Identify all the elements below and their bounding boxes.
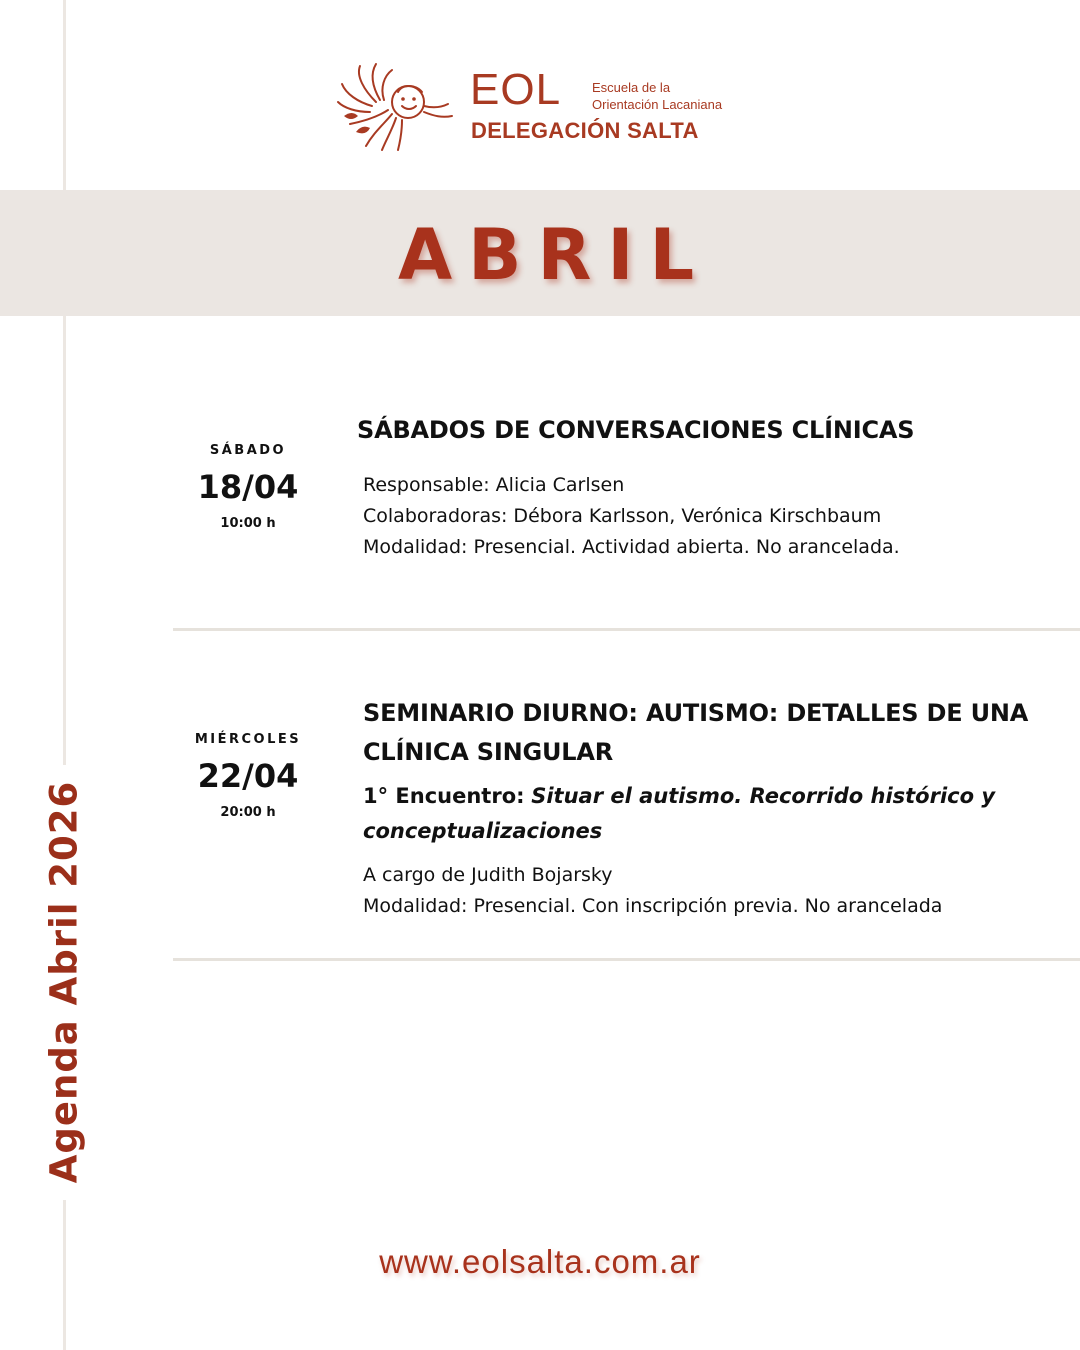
left-vertical-rule-top [63, 0, 66, 765]
event-2-session [363, 779, 1043, 849]
event-1-detail-line: Colaboradoras: Débora Karlsson, Verónica Kirschbaum [363, 505, 882, 527]
event-2-session-text: Situar el autismo. Recorrido histórico y conceptualizaciones [363, 784, 996, 843]
brand-name: EOL [470, 65, 562, 114]
event-2-detail-line: Modalidad: Presencial. Con inscripción previa. No arancelada [363, 895, 943, 917]
event-2-date: 22/04 [197, 757, 299, 795]
event-1-title: SÁBADOS DE CONVERSACIONES CLÍNICAS [357, 416, 915, 444]
event-2-session-label: 1° Encuentro: [363, 784, 525, 808]
event-1-day-of-week: SÁBADO [209, 443, 287, 458]
brand-delegation: DELEGACIÓN SALTA [471, 118, 699, 143]
event-divider [173, 958, 1080, 961]
event-1-date-block [168, 443, 328, 531]
event-1-details [363, 470, 900, 563]
event-2-detail-line: A cargo de Judith Bojarsky [363, 864, 613, 886]
brand-subtitle-line-1: Escuela de la [592, 80, 671, 95]
winged-figure-emblem-icon [336, 62, 454, 152]
event-1-time: 10:00 h [220, 516, 276, 531]
month-title: ABRIL [398, 214, 711, 296]
event-divider [173, 628, 1080, 631]
event-2-title: SEMINARIO DIURNO: AUTISMO: DETALLES DE UNA CLÍNICA SINGULAR [363, 699, 1029, 766]
event-1-detail-line: Modalidad: Presencial. Actividad abierta. No arancelada. [363, 536, 900, 558]
event-1-date: 18/04 [197, 468, 299, 506]
brand-subtitle [592, 79, 722, 113]
side-label: Agenda Abril 2026 [42, 780, 86, 1184]
event-2-date-block [168, 732, 328, 820]
event-2-day-of-week: MIÉRCOLES [194, 732, 302, 747]
website-link[interactable]: www.eolsalta.com.ar [379, 1243, 701, 1280]
event-2-time: 20:00 h [220, 805, 276, 820]
brand-subtitle-line-2: Orientación Lacaniana [592, 97, 723, 112]
event-2-details [363, 860, 942, 922]
event-1-detail-line: Responsable: Alicia Carlsen [363, 474, 625, 496]
